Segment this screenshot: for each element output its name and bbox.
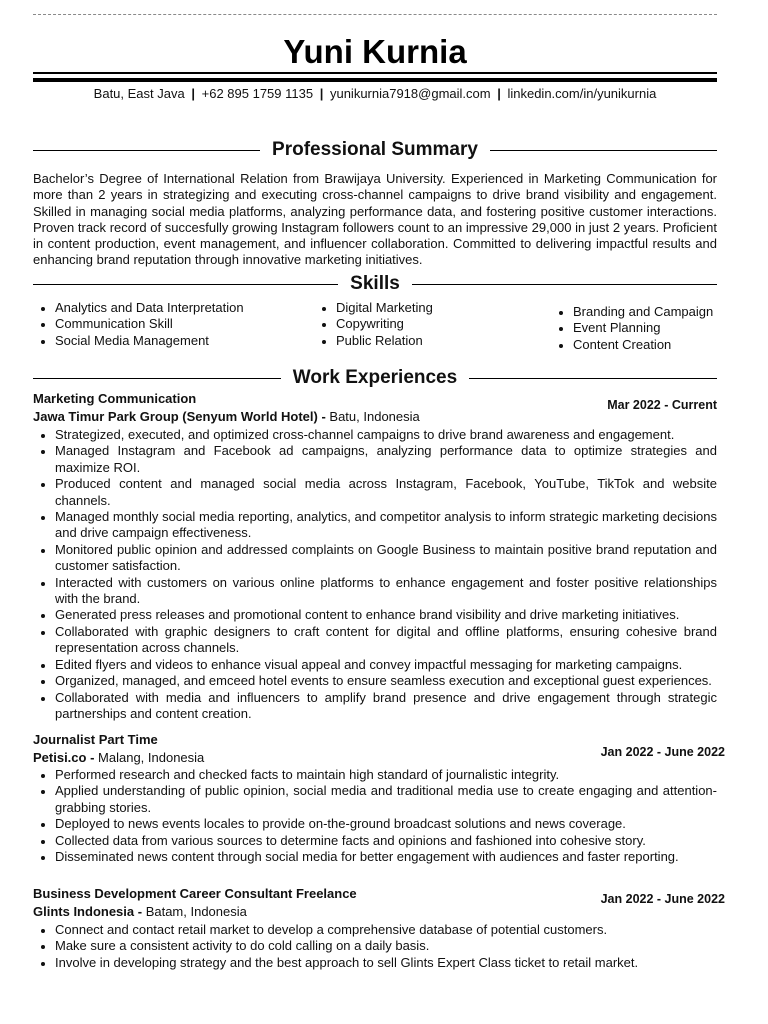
contact-linkedin[interactable]: linkedin.com/in/yunikurnia	[507, 86, 657, 101]
job-company: Petisi.co -	[33, 750, 95, 765]
skill-item: Digital Marketing	[336, 300, 433, 315]
job-title: Marketing Communication	[33, 391, 197, 406]
job-bullets	[55, 767, 717, 865]
job-organization	[33, 750, 204, 765]
job-bullet: Generated press releases and promotional content to enhance brand visibility and drive marketing initiatives.	[55, 607, 717, 623]
job-bullet: Edited flyers and videos to enhance visual appeal and convey impactful messaging for marketing campaigns.	[55, 657, 717, 673]
contact-phone: +62 895 1759 1135	[201, 86, 314, 101]
job-bullets	[55, 922, 717, 971]
professional-summary-text: Bachelor’s Degree of International Relation from Brawijaya University. Experienced in Marketing Communication for more than 2 years in strategizing and executing cross-channel campaigns to drive brand visibility and engagement. Skilled in managing social media platforms, analyzing performance data, and fostering positive customer interactions. Proven track record of succesfully growing Instagram followers count to an impressive 29,000 in just 2 years. Proficient in content production, event management, and influencer collaboration. Committed to delivering impactful results and enhancing brand reputation through innovative marketing initiatives.	[33, 171, 717, 268]
skill-item: Communication Skill	[55, 316, 244, 332]
section-rule	[33, 284, 338, 285]
name-rule-thin	[33, 72, 717, 74]
summary-section-title: Professional Summary	[272, 139, 478, 160]
top-dashed-divider	[33, 14, 717, 15]
job-bullet: Interacted with customers on various online platforms to enhance engagement and foster positive relationships with the brand.	[55, 574, 717, 607]
skills-section-header	[33, 272, 717, 296]
job-location: Batam, Indonesia	[142, 904, 247, 919]
skill-item: Branding and Campaign	[573, 304, 714, 319]
job-location: Batu, Indonesia	[325, 409, 420, 424]
job-bullet: Collected data from various sources to determine facts and opinions and fashioned into cohesive story.	[55, 833, 717, 849]
job-date: Jan 2022 - June 2022	[600, 892, 725, 906]
summary-section-header	[33, 138, 717, 162]
job-bullet: Monitored public opinion and addressed complaints on Google Business to maintain positive brand reputation and customer satisfaction.	[55, 541, 717, 574]
job-bullet: Collaborated with graphic designers to craft content for digital and offline platforms, ensuring cohesive brand representation across channels.	[55, 623, 717, 656]
job-bullets	[55, 427, 717, 722]
skills-column-3	[573, 304, 713, 353]
contact-separator: |	[191, 86, 195, 101]
job-bullet: Organized, managed, and emceed hotel events to ensure seamless execution and exceptional guest experiences.	[55, 673, 717, 689]
job-location: Malang, Indonesia	[94, 750, 205, 765]
contact-location: Batu, East Java	[93, 86, 185, 101]
job-bullet: Make sure a consistent activity to do cold calling on a daily basis.	[55, 938, 717, 954]
job-bullet: Disseminated news content through social media for better engagement with audiences and faster reporting.	[55, 849, 717, 865]
job-title: Business Development Career Consultant Freelance	[33, 886, 357, 901]
contact-separator: |	[319, 86, 324, 101]
job-bullet: Performed research and checked facts to maintain high standard of journalistic integrity.	[55, 767, 717, 783]
job-date: Mar 2022 - Current	[607, 398, 717, 412]
job-bullet: Managed monthly social media reporting, analytics, and competitor analysis to inform strategic marketing decisions and drive campaign effectiveness.	[55, 509, 717, 541]
section-rule	[490, 150, 717, 151]
skill-item: Event Planning	[573, 320, 713, 336]
work-section-header	[33, 366, 717, 390]
contact-separator: |	[497, 86, 501, 101]
job-company: Jawa Timur Park Group (Senyum World Hotel) -	[33, 409, 326, 424]
contact-email[interactable]: yunikurnia7918@gmail.com	[329, 86, 491, 101]
skill-item: Social Media Management	[55, 333, 244, 349]
job-company: Glints Indonesia -	[33, 904, 143, 919]
job-date: Jan 2022 - June 2022	[600, 745, 725, 759]
skill-item: Copywriting	[336, 316, 433, 332]
job-bullet: Connect and contact retail market to develop a comprehensive database of potential customers.	[55, 922, 717, 938]
section-rule	[33, 150, 260, 151]
candidate-name: Yuni Kurnia	[283, 33, 467, 70]
job-bullet: Applied understanding of public opinion, social media and traditional media use to create engaging and attention-grabbing stories.	[55, 783, 717, 815]
contact-line	[33, 86, 717, 101]
work-section-title: Work Experiences	[292, 367, 458, 388]
section-rule	[33, 378, 281, 379]
job-organization	[33, 409, 420, 424]
skills-column-2	[336, 300, 433, 349]
job-bullet: Strategized, executed, and optimized cross-channel campaigns to drive brand awareness and engagement.	[55, 427, 717, 443]
job-bullet: Produced content and managed social media across Instagram, Facebook, YouTube, TikTok and website channels.	[55, 476, 717, 508]
job-bullet: Deployed to news events locales to provide on-the-ground broadcast solutions and news coverage.	[55, 816, 717, 832]
skills-section-title: Skills	[350, 273, 400, 294]
skills-column-1	[55, 300, 244, 349]
job-bullet: Involve in developing strategy and the best approach to sell Glints Expert Class ticket to retail market.	[55, 955, 717, 971]
skill-item: Public Relation	[336, 333, 433, 349]
section-rule	[412, 284, 717, 285]
job-bullet: Managed Instagram and Facebook ad campaigns, analyzing performance data to optimize strategies and maximize ROI.	[55, 443, 717, 475]
job-title: Journalist Part Time	[33, 732, 158, 747]
job-organization	[33, 904, 247, 919]
job-bullet: Collaborated with media and influencers to amplify brand presence and drive engagement through strategic partnerships and content creation.	[55, 689, 717, 721]
skill-item: Analytics and Data Interpretation	[55, 300, 244, 315]
section-rule	[469, 378, 717, 379]
skill-item: Content Creation	[573, 337, 713, 353]
name-rule-thick	[33, 78, 717, 82]
